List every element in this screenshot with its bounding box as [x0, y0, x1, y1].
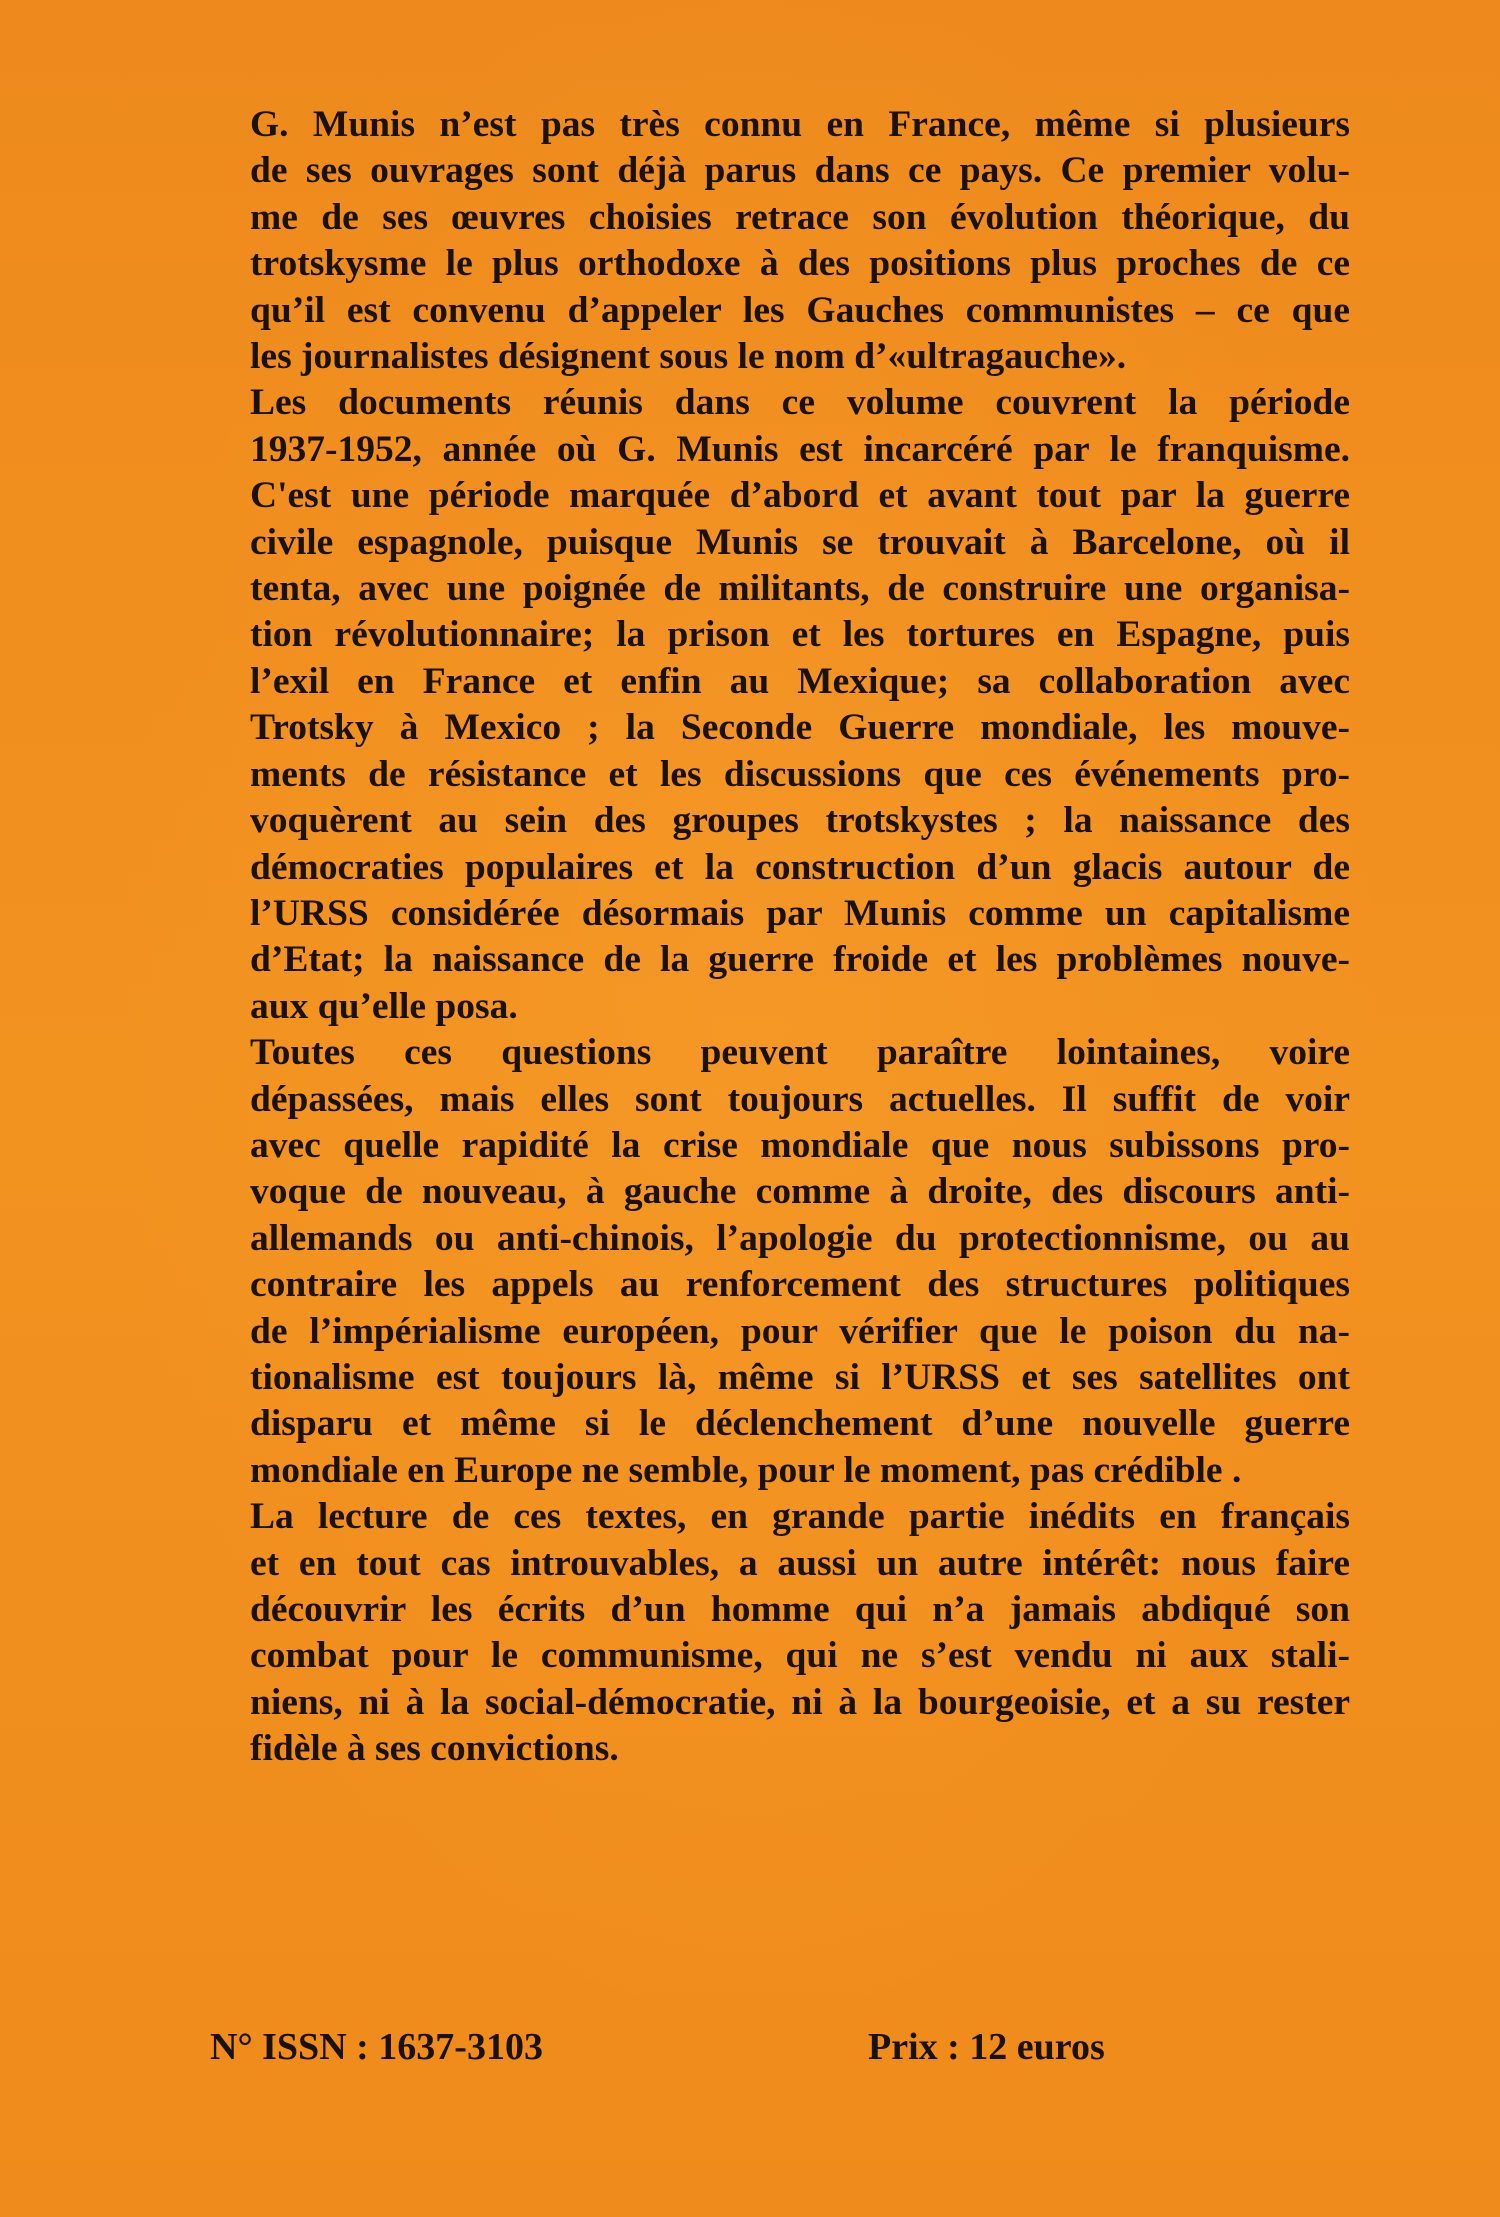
paragraph-4	[210, 1494, 1350, 1772]
text-line: les journalistes désignent sous le nom d’«ultragauche».	[250, 336, 1127, 378]
paragraph-1	[210, 102, 1350, 380]
text-line: tionalisme est toujours là, même si l’URSS et ses satellites ont	[250, 1356, 1350, 1398]
text-line: l’URSS considérée désormais par Munis comme un capitalisme	[250, 892, 1350, 934]
text-line: d’Etat; la naissance de la guerre froide et les problèmes nouve-	[250, 939, 1350, 981]
text-line: découvrir les écrits d’un homme qui n’a jamais abdiqué son	[250, 1589, 1350, 1630]
text-line: voquèrent au sein des groupes trotskystes ; la naissance des	[250, 800, 1350, 842]
text-line: mondiale en Europe ne semble, pour le moment, pas crédible .	[250, 1449, 1242, 1491]
text-line: disparu et même si le déclenchement d’une nouvelle guerre	[250, 1403, 1350, 1445]
text-line: niens, ni à la social-démocratie, ni à la bourgeoisie, et a su rester	[250, 1681, 1350, 1723]
text-line: contraire les appels au renforcement des structures politiques	[250, 1264, 1350, 1306]
text-line: fidèle à ses convictions.	[250, 1728, 619, 1770]
text-line: ments de résistance et les discussions que ces événements pro-	[250, 753, 1350, 795]
text-line: et en tout cas introuvables, a aussi un autre intérêt: nous faire	[250, 1542, 1350, 1584]
text-line: tenta, avec une poignée de militants, de construire une organisa-	[250, 568, 1350, 610]
blurb-text	[210, 102, 1350, 1773]
paragraph-3	[210, 1030, 1350, 1494]
text-line: Toutes ces questions peuvent paraître lointaines, voire	[250, 1032, 1350, 1074]
text-line: C'est une période marquée d’abord et avant tout par la guerre	[250, 475, 1350, 517]
text-line: Les documents réunis dans ce volume couvrent la période	[250, 382, 1350, 424]
text-line: démocraties populaires et la construction d’un glacis autour de	[250, 846, 1350, 888]
text-line: tion révolutionnaire; la prison et les tortures en Espagne, puis	[250, 614, 1350, 656]
text-line: voque de nouveau, à gauche comme à droite, des discours anti-	[250, 1171, 1350, 1213]
text-line: l’exil en France et enfin au Mexique; sa collaboration avec	[250, 660, 1350, 702]
text-line: aux qu’elle posa.	[250, 985, 518, 1027]
text-line: 1937-1952, année où G. Munis est incarcéré par le franquisme.	[250, 428, 1350, 470]
price-label: Prix : 12 euros	[868, 2026, 1105, 2068]
paragraph-2	[210, 380, 1350, 1030]
text-line: Trotsky à Mexico ; la Seconde Guerre mondiale, les mouve-	[250, 707, 1350, 749]
text-line: La lecture de ces textes, en grande partie inédits en français	[250, 1496, 1350, 1538]
text-line: civile espagnole, puisque Munis se trouvait à Barcelone, où il	[250, 521, 1350, 563]
text-line: me de ses œuvres choisies retrace son évolution théorique, du	[250, 196, 1350, 238]
text-line: G. Munis n’est pas très connu en France, même si plusieurs	[250, 104, 1350, 145]
text-line: qu’il est convenu d’appeler les Gauches communistes – ce que	[250, 289, 1350, 331]
text-line: dépassées, mais elles sont toujours actuelles. Il suffit de voir	[250, 1078, 1350, 1120]
text-line: combat pour le communisme, qui ne s’est vendu ni aux stali-	[250, 1635, 1350, 1677]
text-line: avec quelle rapidité la crise mondiale que nous subissons pro-	[250, 1124, 1350, 1166]
text-line: de ses ouvrages sont déjà parus dans ce pays. Ce premier volu-	[250, 150, 1350, 192]
issn-number: N° ISSN : 1637-3103	[210, 2026, 543, 2068]
text-line: de l’impérialisme européen, pour vérifier que le poison du na-	[250, 1310, 1350, 1352]
text-line: trotskysme le plus orthodoxe à des positions plus proches de ce	[250, 243, 1350, 285]
text-line: allemands ou anti-chinois, l’apologie du protectionnisme, ou au	[250, 1217, 1350, 1259]
